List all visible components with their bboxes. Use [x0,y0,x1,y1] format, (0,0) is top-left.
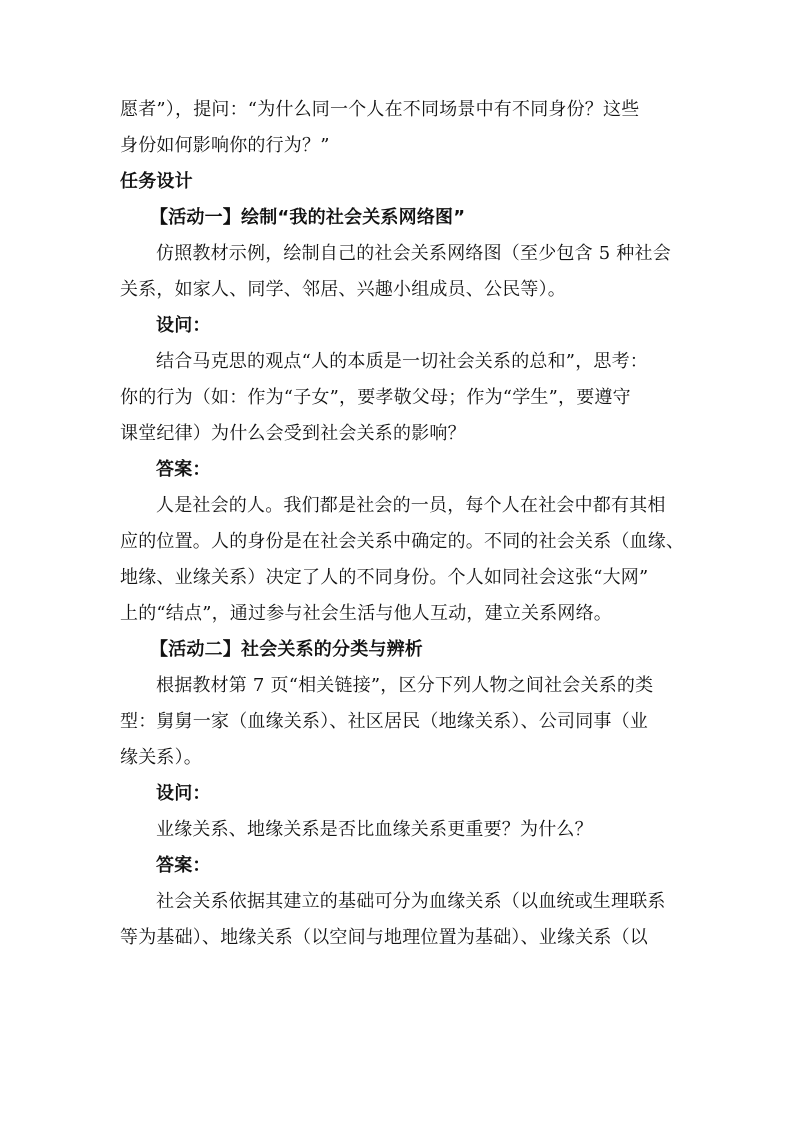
activity2-title: 【活动二】社会关系的分类与辨析 [150,639,423,660]
activity2-desc-line-2: 型：舅舅一家（血缘关系）、社区居民（地缘关系）、公司同事（业 [120,711,648,732]
activity1-answer-line-4: 上的“结点”，通过参与社会生活与他人互动，建立关系网络。 [120,603,613,624]
activity1-desc-line-1: 仿照教材示例，绘制自己的社会关系网络图（至少包含 5 种社会 [156,243,671,264]
activity2-answer-line-1: 社会关系依据其建立的基础可分为血缘关系（以血统或生理联系 [156,891,666,912]
activity1-desc-line-2: 关系，如家人、同学、邻居、兴趣小组成员、公民等）。 [120,279,566,300]
activity2-question-line-1: 业缘关系、地缘关系是否比血缘关系更重要？为什么？ [156,819,593,840]
activity2-desc-line-1: 根据教材第 7 页“相关链接”，区分下列人物之间社会关系的类 [156,675,654,696]
activity1-answer-label: 答案： [156,459,211,480]
intro-line-2: 身份如何影响你的行为？” [120,135,330,156]
activity2-desc-line-3: 缘关系）。 [120,747,202,768]
activity1-answer-line-1: 人是社会的人。我们都是社会的一员，每个人在社会中都有其相 [156,495,666,516]
activity1-answer-line-2: 应的位置。人的身份是在社会关系中确定的。不同的社会关系（血缘、 [120,531,685,552]
activity1-answer-line-3: 地缘、业缘关系）决定了人的不同身份。个人如同社会这张“大网” [120,567,649,588]
activity2-answer-line-2: 等为基础）、地缘关系（以空间与地理位置为基础）、业缘关系（以 [120,927,648,948]
activity1-question-line-3: 课堂纪律）为什么会受到社会关系的影响？ [120,423,466,444]
activity1-title: 【活动一】绘制“我的社会关系网络图” [150,207,466,228]
document-body [120,92,685,956]
section-title: 任务设计 [120,171,193,192]
activity2-question-label: 设问： [156,783,211,804]
activity2-answer-label: 答案： [156,855,211,876]
intro-line-1: 愿者”），提问：“为什么同一个人在不同场景中有不同身份？这些 [120,99,640,120]
activity1-question-line-2: 你的行为（如：作为“子女”，要孝敬父母；作为“学生”，要遵守 [120,387,631,408]
activity1-question-label: 设问： [156,315,211,336]
activity1-question-line-1: 结合马克思的观点“人的本质是一切社会关系的总和”，思考： [156,351,649,372]
